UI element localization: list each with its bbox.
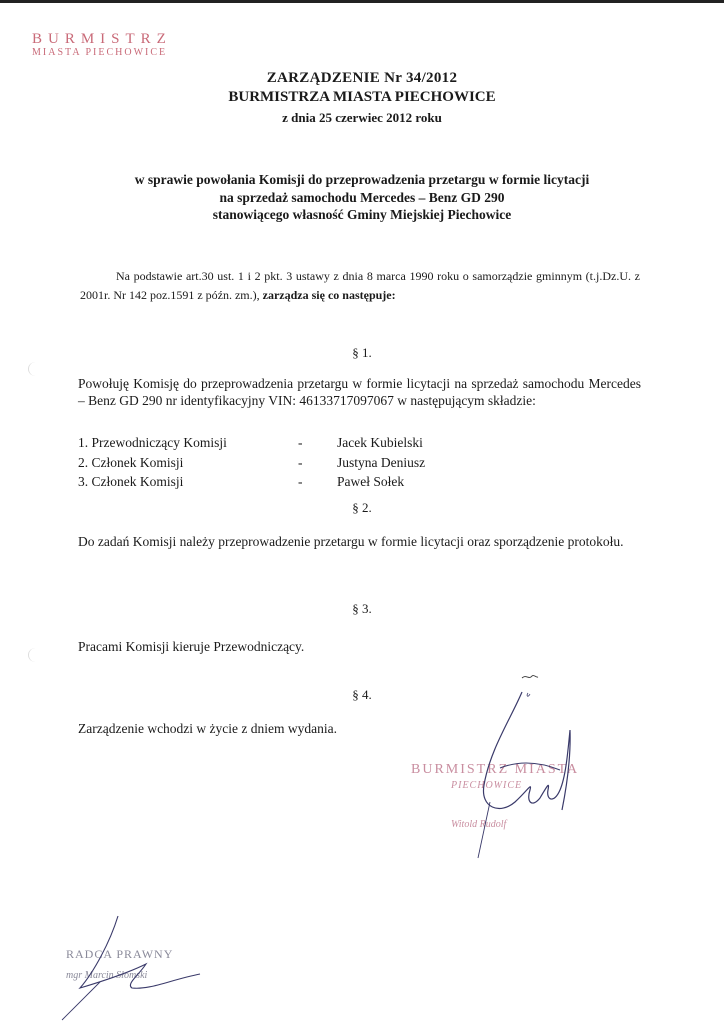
stamp-line-1: BURMISTRZ bbox=[32, 31, 172, 47]
mayor-header-stamp bbox=[32, 32, 202, 58]
legal-basis-paragraph bbox=[80, 267, 640, 305]
section-1-mark: § 1. bbox=[352, 345, 372, 360]
stamp-signer: mgr Marcin Słomski bbox=[66, 970, 148, 981]
issuing-authority: BURMISTRZA MIASTA PIECHOWICE bbox=[228, 89, 496, 105]
document-subject bbox=[0, 171, 724, 224]
stamp-line-1: RADCA PRAWNY bbox=[66, 947, 174, 961]
section-4-text: Zarządzenie wchodzi w życie z dniem wydania. bbox=[78, 721, 337, 736]
member-dash: - bbox=[298, 435, 303, 450]
section-2-text: Do zadań Komisji należy przeprowadzenie przetargu w formie licytacji oraz sporządzenie protokołu. bbox=[78, 534, 624, 549]
ink-mark bbox=[520, 670, 540, 684]
list-item bbox=[78, 433, 558, 453]
member-role: 1. Przewodniczący Komisji bbox=[78, 435, 227, 450]
legal-counsel-signature bbox=[60, 912, 210, 1022]
subject-line-1: w sprawie powołania Komisji do przeprowadzenia przetargu w formie licytacji bbox=[134, 172, 590, 187]
stamp-signer: Witold Rudolf bbox=[451, 819, 507, 830]
scan-top-edge bbox=[0, 0, 724, 3]
list-item bbox=[78, 472, 558, 492]
section-3-mark: § 3. bbox=[352, 601, 372, 616]
stamp-line-2: PIECHOWICE bbox=[451, 780, 523, 791]
member-name: Justyna Deniusz bbox=[337, 454, 426, 470]
subject-line-3: stanowiącego własność Gminy Miejskiej Piechowice bbox=[212, 207, 512, 222]
commission-members-list bbox=[78, 433, 558, 492]
section-2-mark: § 2. bbox=[352, 500, 372, 515]
punch-hole-mark bbox=[28, 362, 43, 376]
legal-basis-text: Na podstawie art.30 ust. 1 i 2 pkt. 3 ustawy z dnia 8 marca 1990 roku o samorządzie gminnym (t.j.Dz.U. z 2001r. Nr 142 poz.1591 z późn. zm.), bbox=[80, 269, 640, 302]
document-date: z dnia 25 czerwiec 2012 roku bbox=[282, 110, 442, 125]
member-dash: - bbox=[298, 474, 303, 489]
section-3-text: Pracami Komisji kieruje Przewodniczący. bbox=[78, 639, 305, 654]
decree-formula: zarządza się co następuje: bbox=[262, 288, 396, 302]
section-1-text: Powołuję Komisję do przeprowadzenia przetargu w formie licytacji na sprzedaż samochodu Mercedes – Benz GD 290 nr identyfikacyjny VIN: 46133717097067 w następującym składzie: bbox=[78, 376, 641, 408]
section-4-mark: § 4. bbox=[352, 687, 372, 702]
mayor-signature bbox=[470, 690, 590, 860]
stamp-line-2: MIASTA PIECHOWICE bbox=[32, 47, 168, 58]
punch-hole-mark bbox=[28, 648, 43, 662]
stamp-line-1: BURMISTRZ MIASTA bbox=[411, 762, 580, 777]
list-item bbox=[78, 453, 558, 473]
member-name: Paweł Sołek bbox=[337, 474, 405, 489]
member-role: 3. Członek Komisji bbox=[78, 474, 184, 489]
member-name: Jacek Kubielski bbox=[337, 435, 423, 450]
member-dash: - bbox=[298, 454, 303, 470]
member-role: 2. Członek Komisji bbox=[78, 454, 184, 470]
subject-line-2: na sprzedaż samochodu Mercedes – Benz GD 290 bbox=[219, 189, 505, 205]
document-title: ZARZĄDZENIE Nr 34/2012 bbox=[266, 70, 458, 86]
